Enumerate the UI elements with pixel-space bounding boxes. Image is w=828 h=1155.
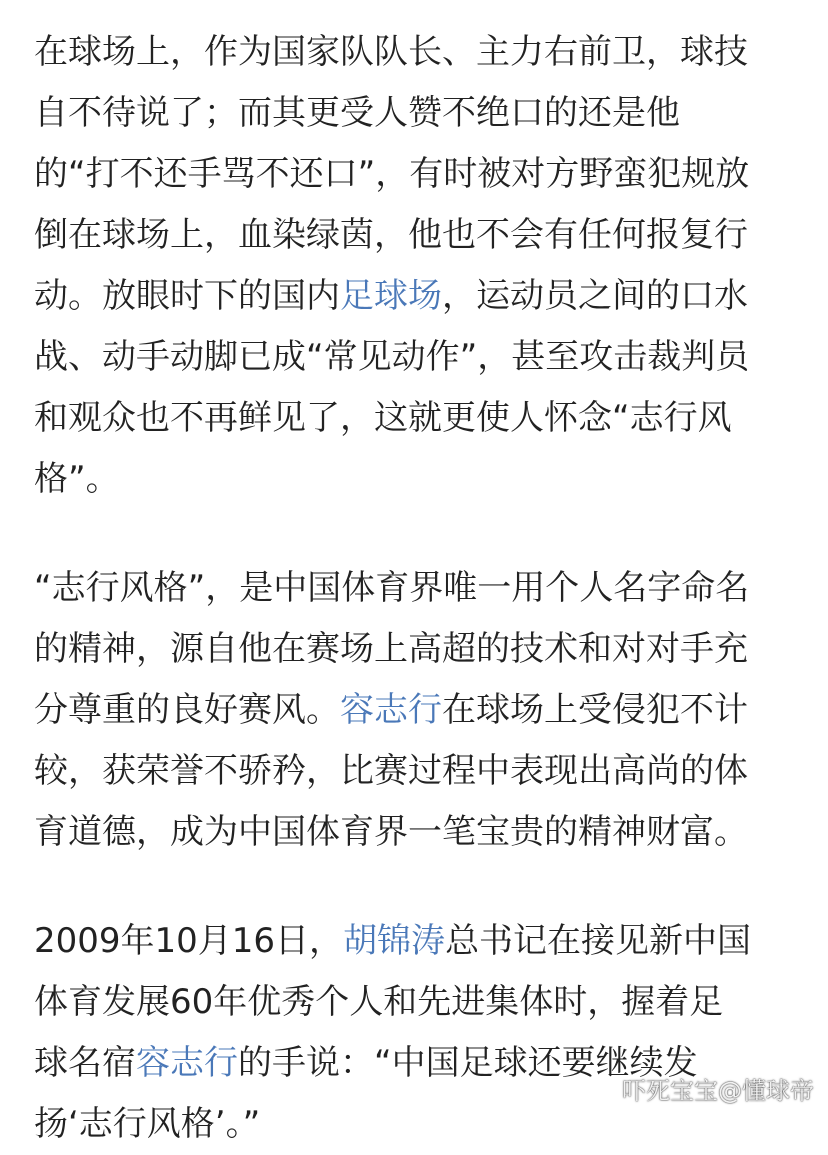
text-line xyxy=(34,680,804,741)
text-segment: 2009年10月16日， xyxy=(34,921,344,961)
text-line xyxy=(34,266,804,327)
text-segment: “志行风格”，是中国体育界唯一用个人名字命名 xyxy=(34,568,750,608)
paragraph xyxy=(34,22,804,510)
watermark: 吓死宝宝@懂球帝 xyxy=(622,1077,814,1105)
paragraph xyxy=(34,558,804,863)
paragraph xyxy=(34,911,804,1155)
text-line xyxy=(34,144,804,205)
text-line xyxy=(34,972,804,1033)
text-segment: 动。放眼时下的国内 xyxy=(34,276,340,316)
text-line xyxy=(34,22,804,83)
text-line xyxy=(34,327,804,388)
text-segment: 倒在球场上，血染绿茵，他也不会有任何报复行 xyxy=(34,215,748,255)
article-body xyxy=(34,22,804,1155)
text-segment: 扬‘志行风格’。” xyxy=(34,1104,261,1144)
text-segment: 和观众也不再鲜见了，这就更使人怀念“志行风 xyxy=(34,398,732,438)
text-segment: ，运动员之间的口水 xyxy=(442,276,748,316)
text-line xyxy=(34,388,804,449)
inline-link[interactable]: 容志行 xyxy=(136,1043,238,1083)
text-line xyxy=(34,741,804,802)
text-line xyxy=(34,449,804,510)
text-segment: 格”。 xyxy=(34,459,120,499)
text-line xyxy=(34,83,804,144)
text-segment: 球名宿 xyxy=(34,1043,136,1083)
text-line xyxy=(34,558,804,619)
text-segment: 较，获荣誉不骄矜，比赛过程中表现出高尚的体 xyxy=(34,751,748,791)
text-segment: 育道德，成为中国体育界一笔宝贵的精神财富。 xyxy=(34,812,748,852)
text-segment: 在球场上受侵犯不计 xyxy=(442,690,748,730)
inline-link[interactable]: 胡锦涛 xyxy=(343,921,446,961)
text-segment: 体育发展60年优秀个人和先进集体时，握着足 xyxy=(34,982,724,1022)
text-segment: 在球场上，作为国家队队长、主力右前卫，球技 xyxy=(34,32,748,72)
text-line xyxy=(34,802,804,863)
text-segment: 的“打不还手骂不还口”，有时被对方野蛮犯规放 xyxy=(34,154,750,194)
text-line xyxy=(34,619,804,680)
paragraph-gap xyxy=(34,510,804,558)
text-line xyxy=(34,911,804,972)
text-segment: 自不待说了；而其更受人赞不绝口的还是他 xyxy=(34,93,680,133)
text-segment: 的手说：“中国足球还要继续发 xyxy=(238,1043,698,1083)
text-segment: 总书记在接见新中国 xyxy=(445,921,752,961)
inline-link[interactable]: 容志行 xyxy=(340,690,442,730)
paragraph-gap xyxy=(34,863,804,911)
text-line xyxy=(34,205,804,266)
text-segment: 战、动手动脚已成“常见动作”，甚至攻击裁判员 xyxy=(34,337,750,377)
text-segment: 分尊重的良好赛风。 xyxy=(34,690,340,730)
text-segment: 的精神，源自他在赛场上高超的技术和对对手充 xyxy=(34,629,748,669)
inline-link[interactable]: 足球场 xyxy=(340,276,442,316)
